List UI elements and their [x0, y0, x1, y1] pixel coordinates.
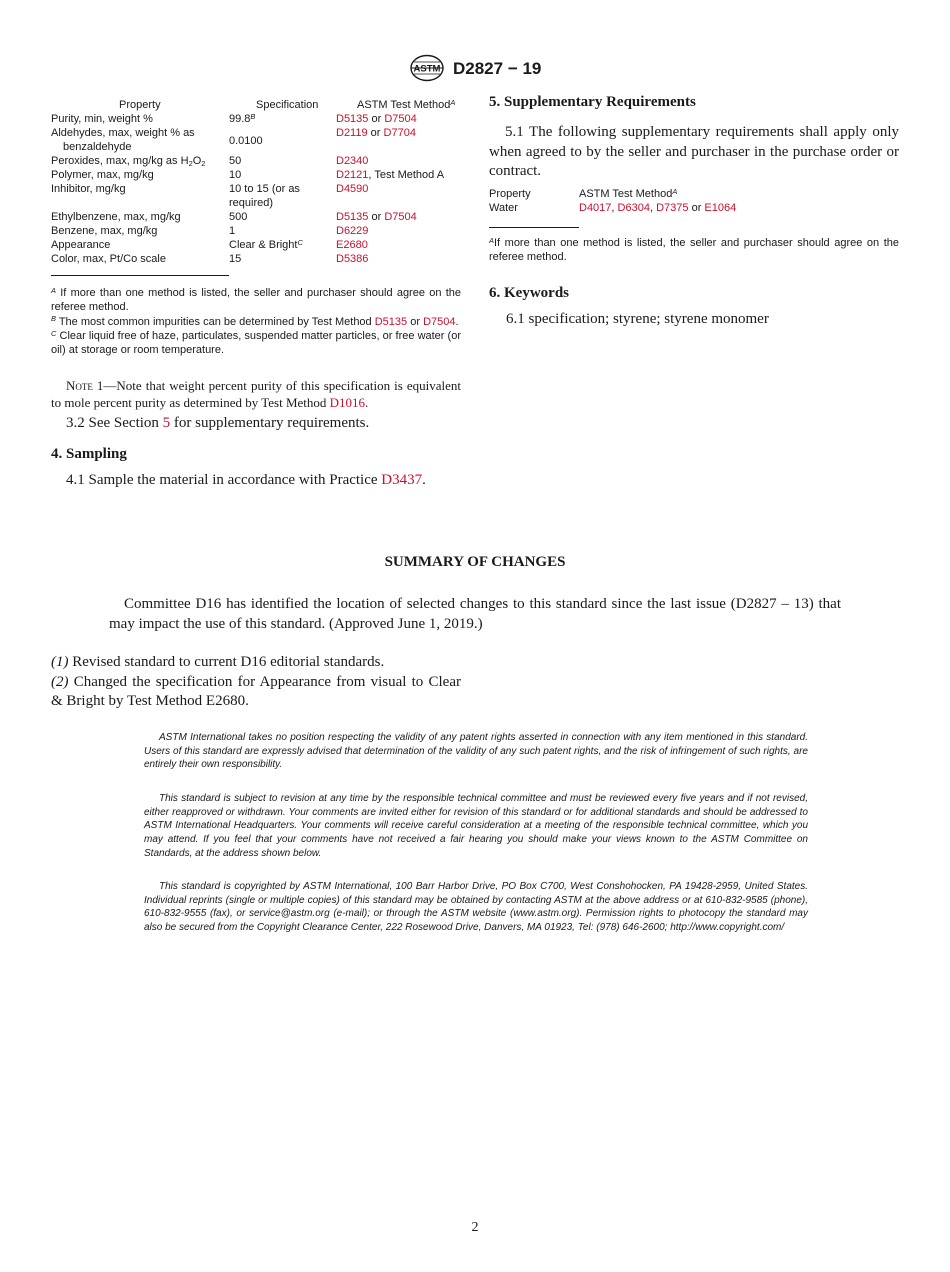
link-d4590[interactable]: D4590 [336, 183, 369, 195]
col-header-method: ASTM Test Method$^A$ [357, 97, 456, 111]
page-header [0, 54, 950, 84]
supplementary-table [489, 187, 901, 215]
link-d5135[interactable]: D5135 [336, 113, 369, 125]
link-d5135[interactable]: D5135 [374, 315, 408, 328]
logo-text: ASTM [413, 63, 441, 75]
link-d3437[interactable]: D3437 [381, 472, 423, 488]
link-d2340[interactable]: D2340 [336, 155, 369, 167]
footnote-divider [51, 275, 229, 276]
link-d2119[interactable]: D2119 [336, 127, 368, 139]
col-header-specification: Specification [256, 99, 319, 111]
footnote-c: $^C$ Clear liquid free of haze, particulates, suspended matter particles, or free water (or oil) at storage or room temperature. [51, 328, 461, 357]
page-number: 2 [471, 1220, 479, 1235]
note-1: Note 1—Note that weight percent purity of this specification is equivalent to mole percent purity as determined by Test Method D1016. [51, 378, 461, 410]
table-header-row: Property ASTM Test Method$^A$ [489, 186, 678, 200]
astm-logo-icon [409, 54, 445, 82]
specification-table [51, 98, 463, 266]
paragraph-4-1: 4.1 Sample the material in accordance with Practice D3437. [66, 472, 426, 488]
link-d6304[interactable]: D6304 [617, 202, 650, 214]
table-row: Inhibitor, mg/kg 10 to 15 (or as required) D4590 [51, 183, 369, 209]
section-4-heading: 4. Sampling [51, 446, 127, 462]
table-row: Color, max, Pt/Co scale 15 D5386 [51, 253, 369, 265]
link-d5135[interactable]: D5135 [336, 211, 369, 223]
footnote-b: $^B$ The most common impurities can be determined by Test Method D5135 or D7504. [51, 314, 459, 328]
summary-changes-list [51, 653, 461, 712]
legal-patent-notice: ASTM International takes no position respecting the validity of any patent rights asserted in connection with any item mentioned in this standard. Users of this standard are expressly advised that determination of the validity of any such patent rights, and the risk of infringement of such rights, are entirely their own responsibility. [144, 732, 808, 771]
table-row: Polymer, max, mg/kg 10 D2121, Test Method A [51, 169, 445, 181]
table-row: Benzene, max, mg/kg 1 D6229 [51, 225, 369, 237]
link-d7504[interactable]: D7504 [423, 315, 456, 328]
table-row: Appearance Clear & Bright$^C$ E2680 [51, 237, 368, 251]
link-d1016[interactable]: D1016 [329, 394, 366, 410]
section-5-heading: 5. Supplementary Requirements [489, 94, 696, 110]
link-d4017[interactable]: D4017 [579, 202, 612, 214]
paragraph-6-1: 6.1 specification; styrene; styrene monomer [506, 311, 769, 327]
link-d2121[interactable]: D2121 [336, 169, 369, 181]
legal-copyright-notice: This standard is copyrighted by ASTM International, 100 Barr Harbor Drive, PO Box C700, West Conshohocken, PA 19428-2959, United States. Individual reprints (single or multiple copies) of this standard may be obtained by contacting ASTM at the above address or at 610-832-9585 (phone), 610-832-9555 (fax), or service@astm.org (e-mail); or through the ASTM website (www.astm.org). Permission rights to photocopy the standard may also be secured from the Copyright Clearance Center, 222 Rosewood Drive, Danvers, MA 01923, Tel: (978) 646-2600; http://www.copyright.com/ [144, 881, 808, 934]
table-row: Ethylbenzene, max, mg/kg 500 D5135 or D7504 [51, 211, 417, 223]
summary-heading: SUMMARY OF CHANGES [384, 554, 566, 570]
list-item: (2) Changed the specification for Appearance from visual to Clear & Bright by Test Method E2680. [51, 673, 461, 709]
table-row: Peroxides, max, mg/kg as $H_2O_2$ 50 D2340 [51, 155, 369, 168]
link-d6229[interactable]: D6229 [336, 225, 369, 237]
document-id: D2827 − 19 [453, 59, 542, 78]
link-d5386[interactable]: D5386 [336, 253, 369, 265]
link-section-5[interactable]: 5 [162, 415, 171, 431]
supplementary-footnote: $^A$If more than one method is listed, the seller and purchaser should agree on the referee method. [489, 235, 899, 264]
paragraph-5-1: 5.1 The following supplementary requirements shall apply only when agreed to by the seller and purchaser in the purchase order or contract. [489, 124, 899, 179]
link-d7504[interactable]: D7504 [384, 113, 417, 125]
link-e2680[interactable]: E2680 [336, 239, 368, 251]
link-d7504[interactable]: D7504 [384, 211, 417, 223]
table-header-row [51, 98, 463, 112]
footnote-divider [489, 227, 579, 228]
table-footnotes [51, 286, 461, 357]
footnote-a: $^A$ If more than one method is listed, the seller and purchaser should agree on the referee method. [51, 285, 461, 314]
paragraph-3-2: 3.2 See Section 5 for supplementary requirements. [66, 415, 370, 431]
section-6-heading: 6. Keywords [489, 285, 569, 301]
legal-revision-notice: This standard is subject to revision at any time by the responsible technical committee and must be reviewed every five years and if not revised, either reapproved or withdrawn. Your comments are invited either for revision of this standard or for additional standards and should be addressed to ASTM International Headquarters. Your comments will receive careful consideration at a meeting of the responsible technical committee, which you may attend. If you feel that your comments have not received a fair hearing you should make your views known to the ASTM Committee on Standards, at the address shown below. [144, 793, 808, 859]
link-d7375[interactable]: D7375 [656, 202, 689, 214]
table-row: Water D4017, D6304, D7375 or E1064 [489, 202, 737, 214]
summary-intro: Committee D16 has identified the location of selected changes to this standard since the last issue (D2827 – 13) that may impact the use of this standard. (Approved June 1, 2019.) [109, 596, 841, 632]
link-d7704[interactable]: D7704 [383, 127, 416, 139]
link-e1064[interactable]: E1064 [704, 202, 737, 214]
list-item: (1) Revised standard to current D16 editorial standards. [51, 654, 385, 670]
table-row: Purity, min, weight % $99.8^B$ D5135 or D7504 [51, 111, 417, 125]
col-header-property: Property [119, 99, 161, 111]
table-row: Aldehydes, max, weight % as benzaldehyde 0.0100 D2119 or D7704 [51, 127, 416, 153]
